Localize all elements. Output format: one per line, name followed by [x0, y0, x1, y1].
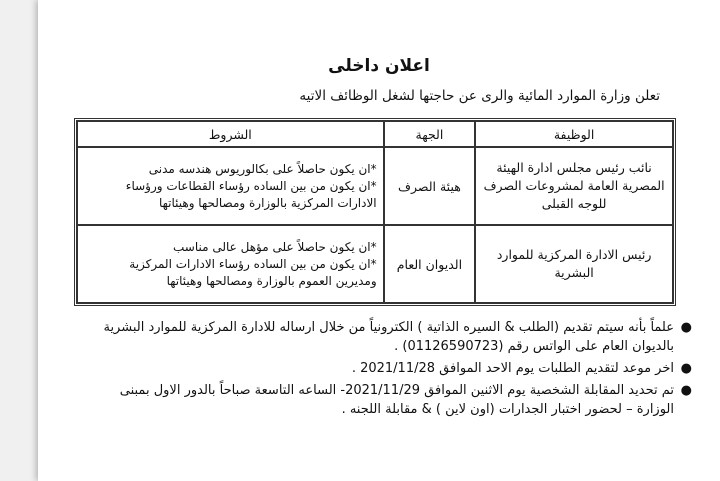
list-item — [84, 318, 692, 356]
bullet-icon: ● — [680, 320, 692, 335]
list-item — [84, 359, 692, 378]
condition-line: *ان يكون من بين الساده رؤساء الادارات المركزية — [129, 256, 377, 271]
conditions-cell — [77, 147, 384, 225]
announcement-subtitle: تعلن وزارة الموارد المائية والرى عن حاجتها لشغل الوظائف الاتيه — [299, 88, 660, 104]
notes-list — [84, 318, 692, 422]
header-conditions: الشروط — [77, 121, 384, 147]
jobs-table — [74, 118, 676, 306]
condition-line: *ان يكون من بين الساده رؤساء القطاعات ورؤساء — [125, 178, 377, 193]
table-header-row — [77, 121, 673, 147]
side-cell: هيئة الصرف — [384, 147, 476, 225]
note-text: علماً بأنه سيتم تقديم (الطلب & السيره الذاتية ) الكترونياً من خلال ارساله للادارة المركزية للموارد البشرية بالديوان العام على الواتس رقم (01126590723) . — [103, 320, 674, 354]
table-row — [77, 147, 673, 225]
note-text: اخر موعد لتقديم الطلبات يوم الاحد الموافق 2021/11/28 . — [351, 361, 674, 376]
document-page — [38, 0, 720, 481]
job-cell: نائب رئيس مجلس ادارة الهيئة المصرية العامة لمشروعات الصرف للوجه القبلى — [475, 147, 673, 225]
condition-line: الادارات المركزية بالوزارة ومصالحها وهيئاتها — [158, 195, 377, 210]
bullet-icon: ● — [680, 361, 692, 376]
condition-line: *ان يكون حاصلاً على بكالوريوس هندسه مدنى — [148, 161, 377, 176]
condition-line: ومديرين العموم بالوزارة ومصالحها وهيئاتها — [166, 273, 377, 288]
table-row — [77, 225, 673, 303]
job-cell: رئيس الادارة المركزية للموارد البشرية — [475, 225, 673, 303]
header-side: الجهة — [384, 121, 476, 147]
condition-line: *ان يكون حاصلاً على مؤهل عالى مناسب — [172, 239, 377, 254]
side-cell: الديوان العام — [384, 225, 476, 303]
page-title: اعلان داخلى — [328, 56, 430, 76]
bullet-icon: ● — [680, 383, 692, 398]
conditions-cell — [77, 225, 384, 303]
note-text: تم تحديد المقابلة الشخصية يوم الاثنين الموافق 2021/11/29- الساعه التاسعة صباحاً بالدور الاول بمبنى الوزارة – لحضور اختبار الجدارات (اون لاين ) & مقابلة اللجنه . — [119, 383, 674, 417]
header-job: الوظيفة — [475, 121, 673, 147]
list-item — [84, 381, 692, 419]
